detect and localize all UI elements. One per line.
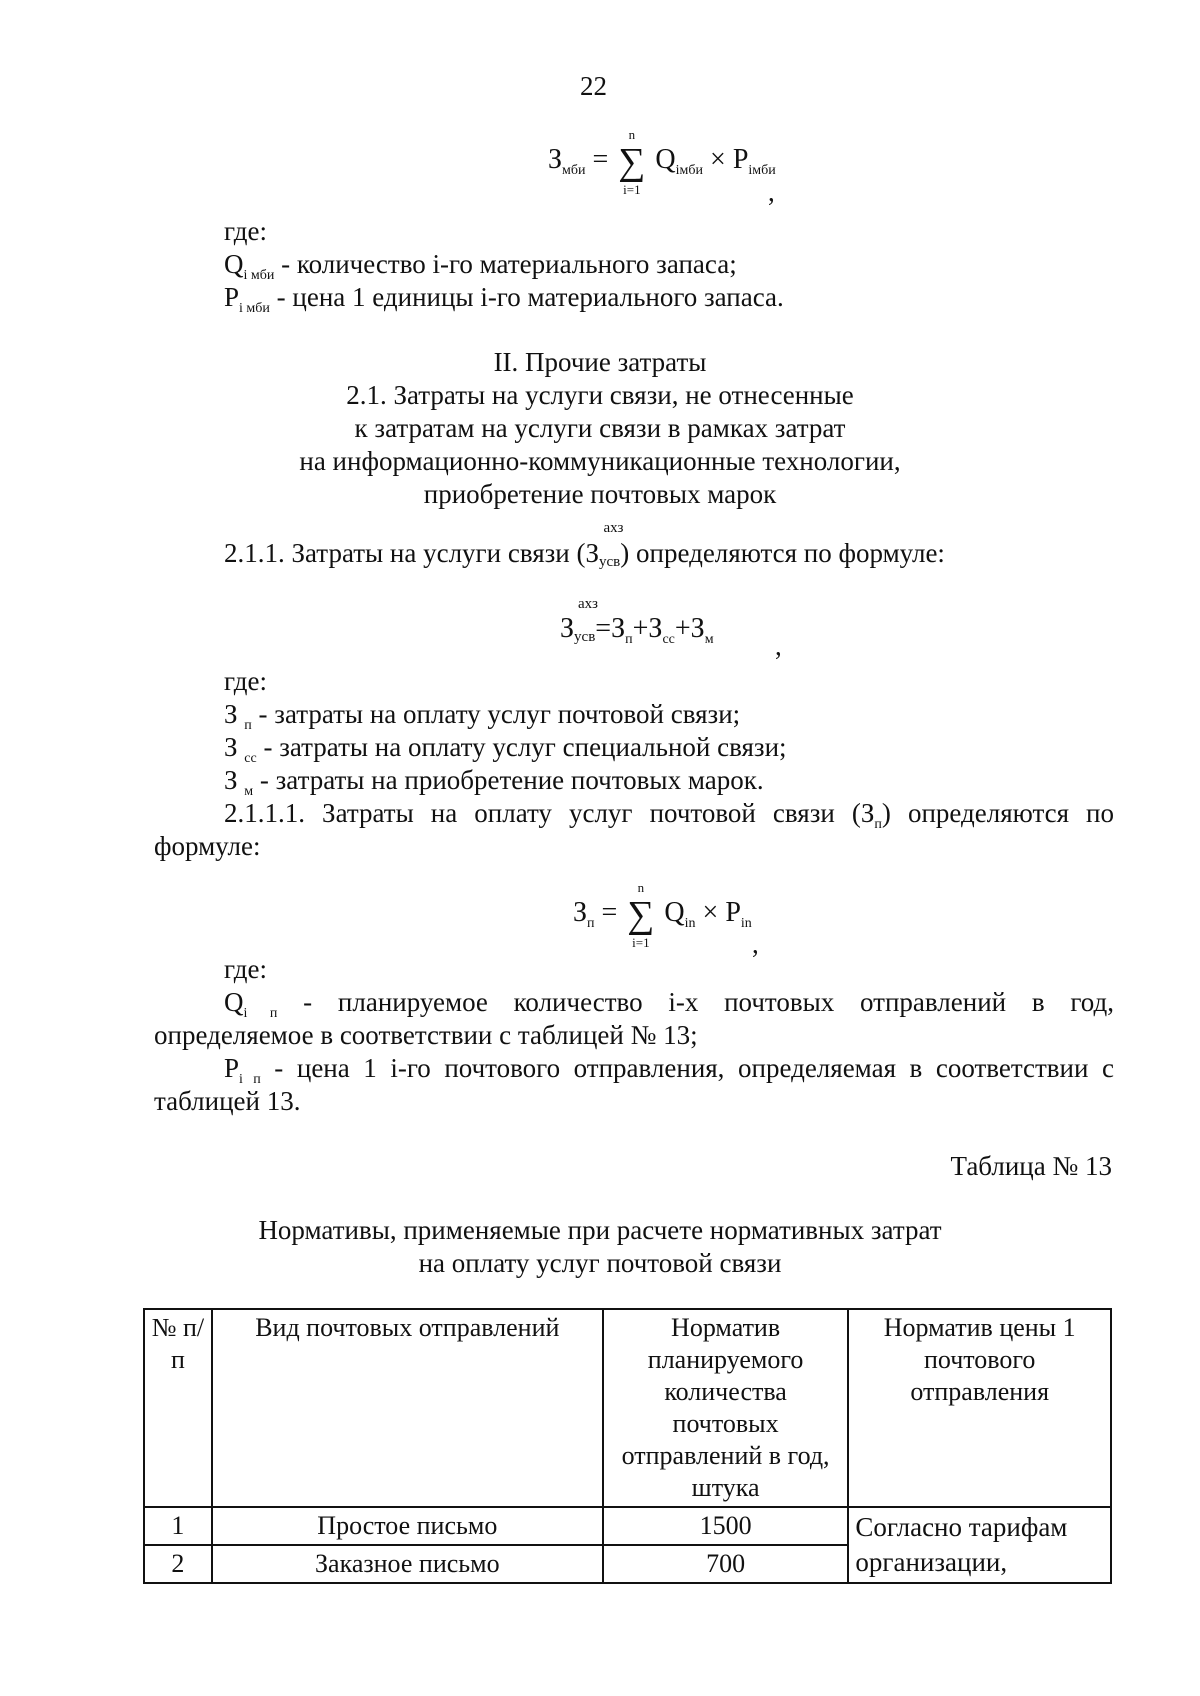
formula-p: $З_п$ = ∑ n i=1 $Q_{in} \times P_{in}$ [573, 880, 752, 950]
paragraph-2-1-1: 2.1.1. Затраты на услуги связи (З ахз усв) определяются по формуле: [224, 537, 945, 579]
section-subtitle-line: на информационно-коммуникационные технологии, [299, 446, 901, 476]
table-header-row [144, 1309, 1111, 1507]
table-row [144, 1507, 1111, 1545]
formula-comma: , [752, 929, 759, 959]
definition-q-p: $Q_{i п}$ - планируемое количество i-х почтовых отправлений в год, [224, 987, 1114, 1021]
section-subtitle-line: 2.1. Затраты на услуги связи, не отнесенные [346, 380, 854, 410]
cell-qty: 700 [603, 1545, 849, 1583]
cell-type: Простое письмо [212, 1507, 603, 1545]
norms-table [143, 1308, 1112, 1584]
formula-comma: , [775, 631, 782, 661]
definition-z-ss: З $_{сс}$ - затраты на оплату услуг специальной связи; [224, 732, 787, 766]
cell-price-note: Согласно тарифам организации, [848, 1507, 1111, 1583]
where-label: где: [224, 216, 267, 246]
table-caption-line: на оплату услуг почтовой связи [418, 1248, 782, 1278]
cell-num: 2 [144, 1545, 212, 1583]
cell-qty: 1500 [603, 1507, 849, 1545]
definition-z-m: З $_м$ - затраты на приобретение почтовых марок. [224, 765, 764, 799]
sum-sign: ∑ n i=1 [618, 127, 646, 197]
cell-type: Заказное письмо [212, 1545, 603, 1583]
paragraph-2-1-1-1: 2.1.1.1. Затраты на оплату услуг почтовой связи $(З_п)$ определяются по [224, 798, 1114, 832]
inline-symbol: З ахз усв [585, 520, 624, 570]
table-caption-line: Нормативы, применяемые при расчете нормативных затрат [258, 1215, 942, 1245]
definition-q-p-cont: определяемое в соответствии с таблицей № 13; [154, 1020, 698, 1050]
definition-p-mbi: $P_{i мби}$ - цена 1 единицы i-го материального запаса. [224, 282, 784, 316]
header-num: № п/п [144, 1309, 212, 1507]
definition-z-p: З $_п$ - затраты на оплату услуг почтовой связи; [224, 699, 741, 733]
section-subtitle-line: приобретение почтовых марок [423, 479, 777, 509]
formula-comma: , [768, 177, 775, 207]
definition-p-p-cont: таблицей 13. [154, 1086, 301, 1116]
formula-ahz: З ахз $усв=З_п+З_{сс}+З_м$ [560, 596, 714, 647]
where-label: где: [224, 666, 267, 696]
definition-q-mbi: $Q_{i мби}$ - количество i-го материального запаса; [224, 249, 737, 283]
formula-symbol: З [548, 144, 563, 175]
section-title: II. Прочие затраты [493, 347, 707, 377]
header-price: Норматив цены 1 почтового отправления [848, 1309, 1111, 1507]
where-label: где: [224, 954, 267, 984]
section-subtitle-line: к затратам на услуги связи в рамках затрат [354, 413, 846, 443]
header-qty: Норматив планируемого количества почтовых отправлений в год, штука [603, 1309, 849, 1507]
formula-mbi: $З_{мби}$ = ∑ n i=1 $Q_{iмби} \times P_{iмби}$ [548, 127, 776, 197]
sum-sign: ∑ n i=1 [627, 880, 655, 950]
page-number: 22 [580, 71, 607, 101]
header-type: Вид почтовых отправлений [212, 1309, 603, 1507]
definition-p-p: $P_{i п}$ - цена 1 i-го почтового отправления, определяемая в соответствии с [224, 1053, 1114, 1087]
cell-num: 1 [144, 1507, 212, 1545]
table-label: Таблица № 13 [950, 1151, 1112, 1181]
paragraph-2-1-1-1-cont: формуле: [154, 831, 261, 861]
